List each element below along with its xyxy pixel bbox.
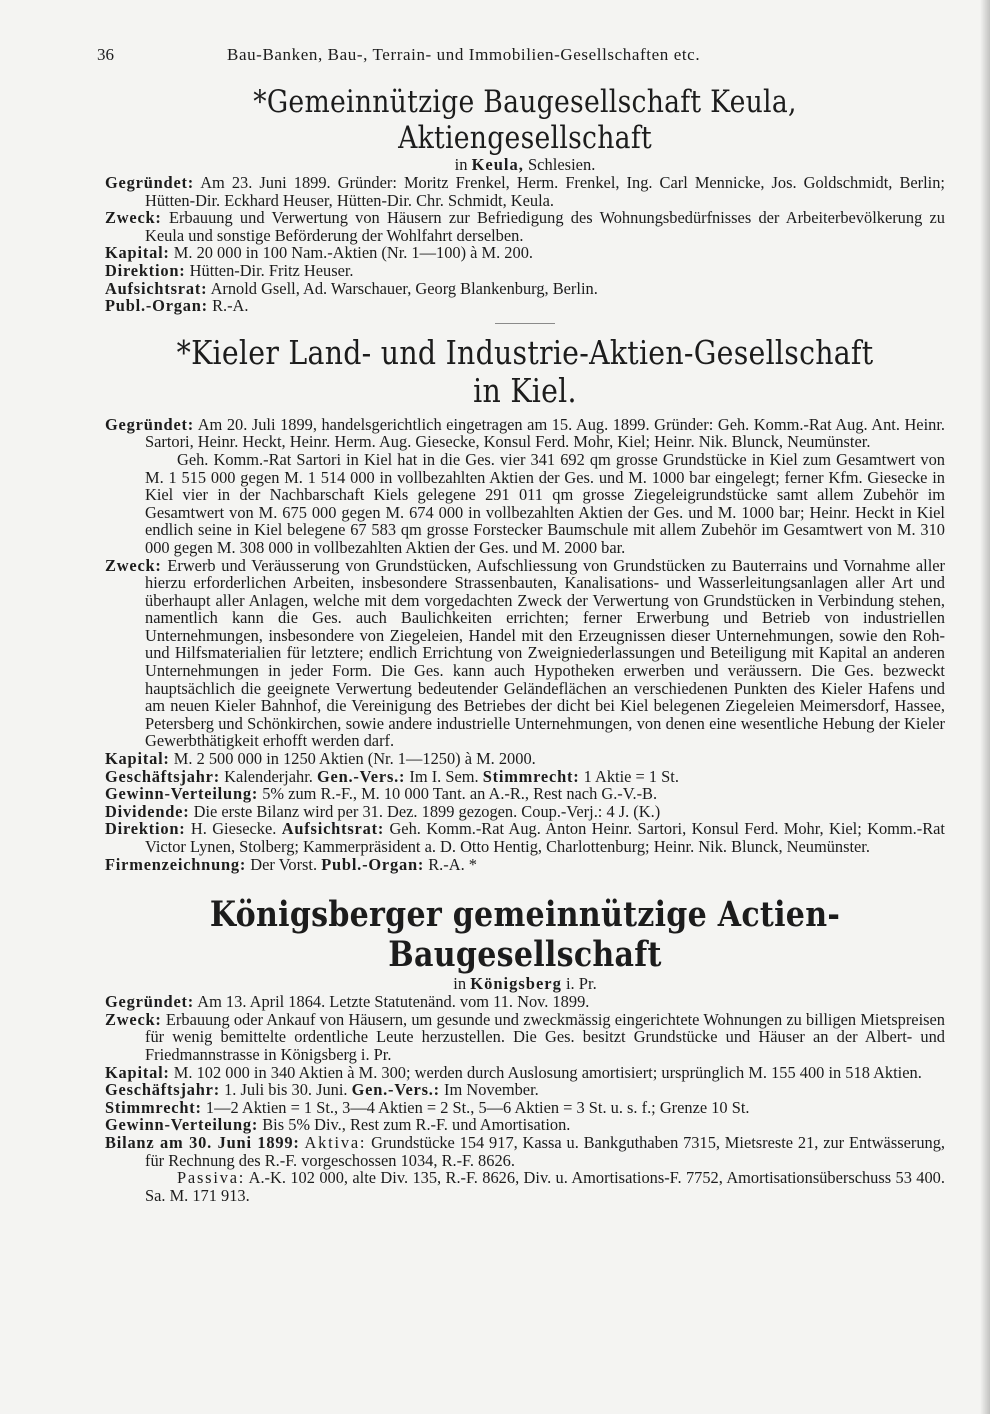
field-passiva: Passiva: A.-K. 102 000, alte Div. 135, R.-F. 8626, Div. u. Amortisations-F. 7752, Amortisationsüberschuss 53 400. Sa. M. 171 913.	[145, 1168, 945, 1205]
field-gewinn-verteilung: Gewinn-Verteilung: 5% zum R.-F., M. 10 000 Tant. an A.-R., Rest nach G.-V.-B.	[105, 784, 658, 804]
field-dividende: Dividende: Die erste Bilanz wird per 31. Dez. 1899 gezogen. Coup.-Verj.: 4 J. (K.)	[105, 801, 661, 821]
field-publ-organ: Publ.-Organ: R.-A.	[105, 296, 249, 316]
entry-location: in Keula, Schlesien.	[454, 155, 596, 174]
field-kapital: Kapital: M. 20 000 in 100 Nam.-Aktien (Nr. 1—100) à M. 200.	[105, 243, 533, 263]
field-einlage: Geh. Komm.-Rat Sartori in Kiel hat in die Ges. vier 341 692 qm grosse Grundstücke in Kiel zum Gesamtwert von M. 1 515 000 gegen M. 1 514 000 in vollbezahlten Aktien der Ges. und M. 1000 bar eingelegt; ferner Kfm. Giesecke in Kiel vier in der Nachbarschaft Kiels gelegene 291 011 qm grosse Ziegeleigrundstücke samt allem Zubehör im Gesamtwert von M. 675 000 gegen M. 674 000 in vollbezahlten Aktien der Ges. und M. 1000 bar; Heinr. Heckt in Kiel endlich seine in Kiel belegene 67 583 qm grosse Forstecker Baumschule mit allem Zubehör im Gesamtwert von M. 310 000 gegen M. 308 000 in vollbezahlten Aktien der Ges. und M. 2000 bar.	[145, 449, 945, 557]
page-edge-shadow	[980, 0, 990, 1414]
field-kapital: Kapital: M. 102 000 in 340 Aktien à M. 300; werden durch Auslosung amortisiert; ursprünglich M. 155 400 in 518 Aktien.	[105, 1062, 922, 1082]
field-stimmrecht: Stimmrecht: 1—2 Aktien = 1 St., 3—4 Aktien = 2 St., 5—6 Aktien = 3 St. u. s. f.; Grenze 10 St.	[105, 1097, 750, 1117]
field-gegruendet: Gegründet: Am 23. Juni 1899. Gründer: Moritz Frenkel, Herm. Frenkel, Ing. Carl Mennicke, Jos. Goldschmidt, Berlin; Hütten-Dir. Eckhard Heuser, Hütten-Dir. Chr. Schmidt, Keula.	[105, 173, 945, 210]
entry-title: *Gemeinnützige Baugesellschaft Keula, Aktiengesellschaft	[253, 84, 797, 156]
field-zweck: Zweck: Erbauung und Verwertung von Häusern zur Befriedigung des Wohnungsbedürfnisses der Arbeiterbevölkerung zu Keula und sonstige Beförderung der Wohlfahrt derselben.	[105, 208, 945, 245]
page-content	[97, 38, 945, 1205]
field-gegruendet: Gegründet: Am 20. Juli 1899, handelsgerichtlich eingetragen am 15. Aug. 1899. Gründer: Geh. Komm.-Rat Aug. Ant. Heinr. Sartori, Heinr. Heckt, Heinr. Herm. Aug. Giesecke, Konsul Ferd. Mohr, Kiel; Heinr. Nik. Blunck, Neumünster.	[105, 414, 945, 452]
entry-keula	[105, 84, 945, 315]
page-number: 36	[97, 45, 114, 64]
field-zweck: Zweck: Erbauung oder Ankauf von Häusern, um gesunde und zweckmässig eingerichtete Wohnungen zu billigen Mietspreisen für wenig bemittelte ordentliche Leute herzustellen. Die Ges. besitzt Grundstücke und Häuser an der Albert- und Friedmannstrasse in Königsberg i. Pr.	[105, 1009, 945, 1064]
field-zweck: Zweck: Erwerb und Veräusserung von Grundstücken, Aufschliessung von Grundstücken zu Bauterrains und Vornahme aller hierzu erforderlichen Arbeiten, insbesondere Strassenbauten, Kanalisations- und Wasserleitungsanlagen aller Art und überhaupt aller Anlagen, welche mit dem vorgedachten Zweck der Verwertung von Grundstücken in Verbindung stehen, namentlich kann die Ges. auch Baulichkeiten errichten; ferner Erwerbung und Betrieb von industriellen Unternehmungen, insbesondere von Ziegeleien, Handel mit den Erzeugnissen dieser Unternehmungen, sowie den Roh- und Hilfsmaterialien für letztere; endlich Errichtung von Zweigniederlassungen und Beteiligung mit Kapital an anderen Unternehmungen in jeder Form. Die Ges. kann auch Hypotheken erwerben und veräussern. Die Ges. bezweckt hauptsächlich die geeignete Verwertung bedeutender Geländeflächen an verschiedenen Punkten des Kieler Hafens und am neuen Kieler Bahnhof, die Vereinigung des Betriebes der dicht bei Kiel belegenen Ziegeleien Meimersdorf, Hassee, Petersberg und Schönkirchen, sowie andere industrielle Unternehmungen, von denen eine wesentliche Hebung der Kieler Gewerbthätigkeit erhofft werden darf.	[105, 555, 945, 751]
field-kapital: Kapital: M. 2 500 000 in 1250 Aktien (Nr. 1—1250) à M. 2000.	[105, 749, 536, 769]
running-title: Bau-Banken, Bau-, Terrain- und Immobilien-Gesellschaften etc.	[227, 45, 701, 64]
field-aufsichtsrat: Aufsichtsrat: Arnold Gsell, Ad. Warschauer, Georg Blankenburg, Berlin.	[105, 278, 598, 298]
section-separator	[495, 323, 555, 324]
field-gewinn-verteilung: Gewinn-Verteilung: Bis 5% Div., Rest zum R.-F. und Amortisation.	[105, 1115, 571, 1135]
field-geschaeftsjahr: Geschäftsjahr: 1. Juli bis 30. Juni. Gen.-Vers.: Im November.	[105, 1080, 539, 1100]
entry-kiel	[105, 334, 945, 873]
field-gegruendet: Gegründet: Am 13. April 1864. Letzte Statutenänd. vom 11. Nov. 1899.	[105, 992, 590, 1012]
field-direktion: Direktion: Hütten-Dir. Fritz Heuser.	[105, 260, 354, 280]
field-bilanz: Bilanz am 30. Juni 1899: Aktiva: Grundstücke 154 917, Kassa u. Bankguthaben 7315, Mietsreste 21, zur Entwässerung, für Rechnung des R.-F. vorgeschossen 1034, R.-F. 8626.	[105, 1132, 945, 1170]
field-geschaeftsjahr: Geschäftsjahr: Kalenderjahr. Gen.-Vers.: Im I. Sem. Stimmrecht: 1 Aktie = 1 St.	[105, 766, 679, 786]
entry-koenigsberg	[105, 895, 945, 1204]
entry-title: *Kieler Land- und Industrie-Aktien-Gesellschaft in Kiel.	[176, 332, 874, 410]
field-direktion: Direktion: H. Giesecke. Aufsichtsrat: Geh. Komm.-Rat Aug. Anton Heinr. Sartori, Konsul Ferd. Mohr, Kiel; Komm.-Rat Victor Lynen, Stolberg; Kammerpräsident a. D. Otto Hentig, Charlottenburg; Heinr. Nik. Blunck, Neumünster.	[105, 819, 945, 856]
page-header	[97, 38, 945, 70]
entry-title: Königsberger gemeinnützige Actien-Baugesellschaft	[209, 894, 841, 976]
field-firmenzeichnung: Firmenzeichnung: Der Vorst. Publ.-Organ: R.-A. *	[105, 854, 477, 874]
entry-location: in Königsberg i. Pr.	[453, 974, 597, 994]
